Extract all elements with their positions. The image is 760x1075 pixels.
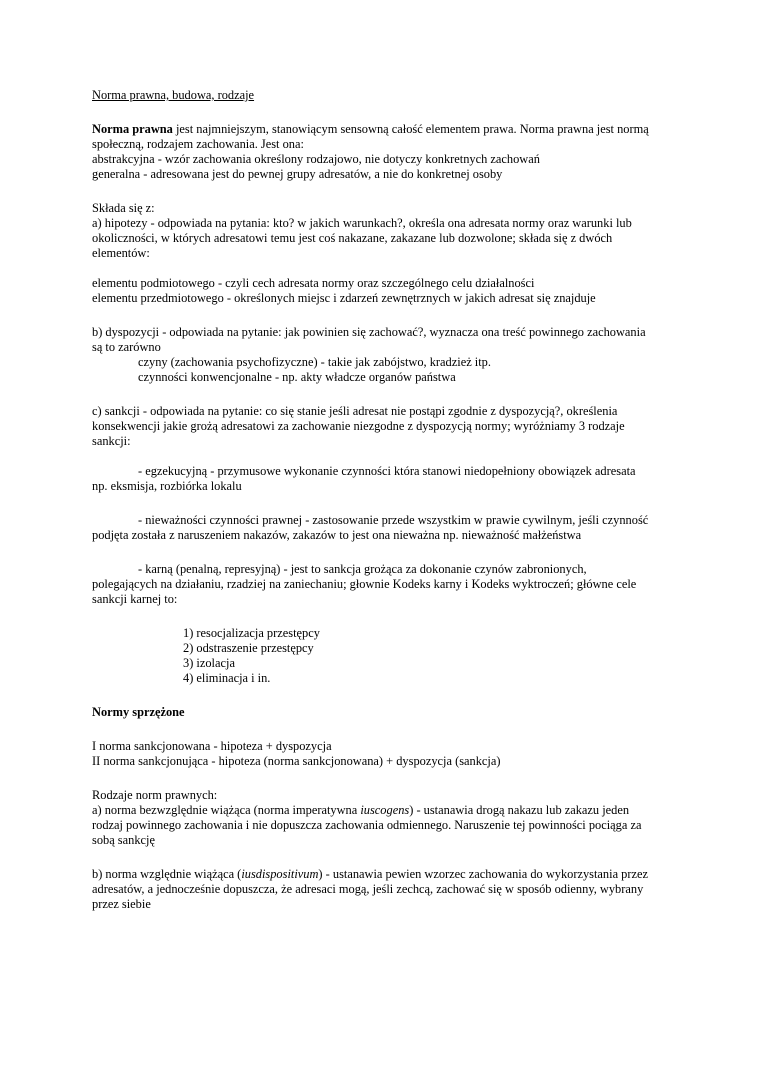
text-line: c) sankcji - odpowiada na pytanie: co się stanie jeśli adresat nie postąpi zgodnie z dyspozycją?, określenia <box>92 404 618 418</box>
rodzaje-paragraph <box>92 788 672 912</box>
text-span: b) norma względnie wiążąca ( <box>92 867 242 881</box>
text-line: elementów: <box>92 246 150 260</box>
section-heading: Normy sprzężone <box>92 705 185 719</box>
latin-term: iuscogens <box>360 803 410 817</box>
indented-line: - egzekucyjną - przymusowe wykonanie czynności która stanowi niedopełniony obowiązek adresata <box>138 464 636 478</box>
list-item: 4) eliminacja i in. <box>183 671 271 685</box>
text-line: Składa się z: <box>92 201 155 215</box>
list-item: 2) odstraszenie przestępcy <box>183 641 314 655</box>
text-line: II norma sankcjonująca - hipoteza (norma sankcjonowana) + dyspozycja (sankcja) <box>92 754 501 768</box>
intro-line: abstrakcyjna - wzór zachowania określony rodzajowo, nie dotyczy konkretnych zachowań <box>92 152 540 166</box>
text-line: elementu podmiotowego - czyli cech adresata normy oraz szczególnego celu działalności <box>92 276 535 290</box>
text-line: np. eksmisja, rozbiórka lokalu <box>92 479 242 493</box>
text-span: a) norma bezwzględnie wiążąca (norma imperatywna <box>92 803 361 817</box>
text-line: sobą sankcję <box>92 833 155 847</box>
intro-line: generalna - adresowana jest do pewnej grupy adresatów, a nie do konkretnej osoby <box>92 167 503 181</box>
sankcja-paragraph <box>92 404 672 686</box>
text-line: rodzaj powinnego zachowania i nie dopuszcza zachowania odmiennego. Naruszenie tej powinności pociąga za <box>92 818 642 832</box>
text-line: Rodzaje norm prawnych: <box>92 788 218 802</box>
document-page <box>92 88 672 912</box>
dyspozycja-paragraph <box>92 325 672 385</box>
text-line: sankcji karnej to: <box>92 592 178 606</box>
text-line: okoliczności, w których adresatowi temu jest coś nakazane, zakazane lub dozwolone; składa się z dwóch <box>92 231 613 245</box>
text-line: elementu przedmiotowego - określonych miejsc i zdarzeń zewnętrznych w jakich adresat się znajduje <box>92 291 596 305</box>
text-line: są to zarówno <box>92 340 161 354</box>
text-line: a) hipotezy - odpowiada na pytania: kto? w jakich warunkach?, określa ona adresata normy oraz warunki lub <box>92 216 632 230</box>
text-line: konsekwencji jakie grożą adresatowi za zachowanie niezgodne z dyspozycją normy; wyróżniamy 3 rodzaje <box>92 419 625 433</box>
text-line: I norma sankcjonowana - hipoteza + dyspozycja <box>92 739 332 753</box>
text-span: ) - ustanawia pewien wzorzec zachowania do wykorzystania przez <box>318 867 648 881</box>
intro-paragraph <box>92 122 672 182</box>
latin-term: iusdispositivum <box>241 867 319 881</box>
text-span: ) - ustanawia drogą nakazu lub zakazu jeden <box>409 803 630 817</box>
sklada-paragraph <box>92 201 672 306</box>
intro-line: społeczną, rodzajem zachowania. Jest ona: <box>92 137 304 151</box>
document-title: Norma prawna, budowa, rodzaje <box>92 88 255 102</box>
indented-line: - karną (penalną, represyjną) - jest to sankcja grożąca za dokonanie czynów zabronionych, <box>138 562 587 576</box>
text-line: podjęta została z naruszeniem nakazów, zakazów to jest ona nieważna np. nieważność małżeństwa <box>92 528 582 542</box>
list-item: 3) izolacja <box>183 656 235 670</box>
text-line: adresatów, a jednocześnie dopuszcza, że adresaci mogą, jeśli zechcą, zachować się w sposób odienny, wybrany <box>92 882 644 896</box>
indented-line: - nieważności czynności prawnej - zastosowanie przede wszystkim w prawie cywilnym, jeśli czynność <box>138 513 649 527</box>
text-line: sankcji: <box>92 434 131 448</box>
bold-term: Norma prawna <box>92 122 173 136</box>
list-item: 1) resocjalizacja przestępcy <box>183 626 320 640</box>
text-line: przez siebie <box>92 897 151 911</box>
text-line: b) dyspozycji - odpowiada na pytanie: jak powinien się zachować?, wyznacza ona treść powinnego zachowania <box>92 325 646 339</box>
indented-line: czyny (zachowania psychofizyczne) - takie jak zabójstwo, kradzież itp. <box>138 355 491 369</box>
indented-line: czynności konwencjonalne - np. akty władcze organów państwa <box>138 370 456 384</box>
text-line: polegających na działaniu, rzadziej na zaniechaniu; głownie Kodeks karny i Kodeks wyktroczeń; główne cele <box>92 577 637 591</box>
intro-line: jest najmniejszym, stanowiącym sensowną całość elementem prawa. Norma prawna jest normą <box>172 122 649 136</box>
